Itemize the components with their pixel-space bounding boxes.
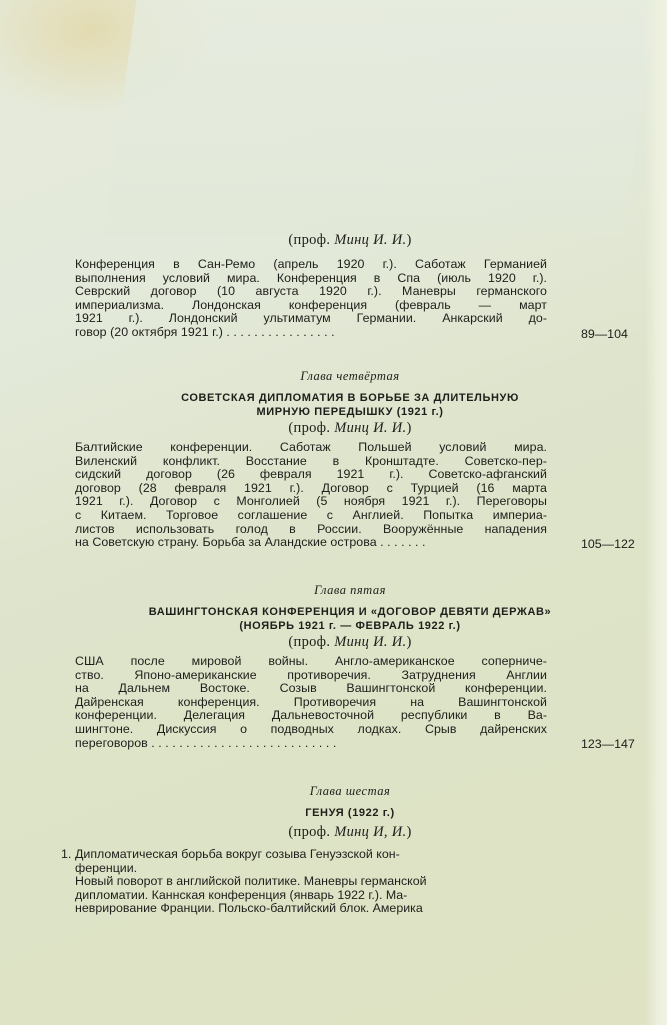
summary-line: Конференция в Сан-Ремо (апрель 1920 г.). Саботаж Германией (75, 257, 547, 271)
section-heading-line: ференции. (75, 860, 138, 875)
chapter-author (75, 634, 625, 651)
page-range: 123—147 (581, 737, 635, 751)
section-heading-text: Дипломатическая борьба вокруг созыва Генуэзской кон- (75, 847, 400, 861)
folded-paper-overlay (103, 0, 656, 235)
summary-line: Виленский конфликт. Восстание в Кронштадте. Советско-пер- (75, 453, 547, 468)
summary-line: переговоров . . . . . . . . . . . . . . . . . . . . . . . . . . . (75, 735, 337, 750)
author-suffix: ) (406, 420, 412, 436)
author-name: Минц И. И. (334, 420, 407, 436)
summary-line: шингтоне. Дискуссия о подводных лодках. Срыв дайренских (75, 721, 547, 736)
author-prefix: (проф. (288, 420, 331, 436)
chapter-summary (75, 441, 547, 550)
chapter-title-line: СОВЕТСКАЯ ДИПЛОМАТИЯ В БОРЬБЕ ЗА ДЛИТЕЛЬНУЮ (181, 392, 519, 404)
author-prefix: (проф. (288, 232, 331, 248)
chapter-summary (75, 655, 547, 750)
author-prefix: (проф. (288, 824, 331, 840)
page-range: 105—122 (581, 537, 635, 551)
chapter-title-line: (НОЯБРЬ 1921 г. — ФЕВРАЛЬ 1922 г.) (239, 620, 461, 632)
author-suffix: ) (406, 634, 412, 650)
summary-line: на Дальнем Востоке. Созыв Вашингтонской конференции. (75, 681, 547, 696)
chapter-summary (75, 258, 547, 340)
chapter-author (75, 420, 625, 437)
numbered-section (61, 848, 547, 916)
summary-line: сидский договор (26 февраля 1921 г.). Советско-афганский (75, 467, 547, 482)
chapter-label: Глава пятая (314, 583, 386, 597)
summary-line: договор (28 февраля 1921 г.). Договор с Турцией (16 марта (75, 480, 547, 495)
summary-line: Севрский договор (10 августа 1920 г.). Маневры германского (75, 284, 547, 299)
summary-line: 1921 г.). Договор с Монголией (5 ноября 1921 г.). Переговоры (75, 494, 547, 509)
chapter-title-line: ВАШИНГТОНСКАЯ КОНФЕРЕНЦИЯ И «ДОГОВОР ДЕВЯТИ ДЕРЖАВ» (148, 606, 552, 618)
summary-line: Балтийские конференции. Саботаж Польшей условий мира. (75, 440, 547, 454)
author-prefix: (проф. (288, 634, 331, 650)
summary-line: выполнения условий мира. Конференция в Спа (июль 1920 г.). (75, 270, 547, 285)
summary-line: империализма. Лондонская конференция (февраль — март (75, 297, 547, 312)
section-number: 1. (61, 847, 72, 861)
chapter-title (75, 806, 625, 820)
summary-line: дипломатии. Каннская конференция (январь 1922 г.). Ма- (75, 887, 408, 902)
summary-line: США после мировой войны. Англо-американское соперниче- (75, 654, 547, 668)
section-heading-line (61, 848, 547, 862)
chapter-title (75, 605, 625, 633)
author-name: Минц И. И. (334, 634, 407, 650)
summary-line: листов использовать голод в России. Вооружённые нападения (75, 521, 547, 536)
summary-line: Новый поворот в английской политике. Маневры германской (75, 874, 427, 889)
author-name: Минц И. И. (334, 232, 407, 248)
summary-line: с Китаем. Торговое соглашение с Англией. Попытка империа- (75, 507, 547, 522)
summary-line: говор (20 октября 1921 г.) . . . . . . . . . . . . . . . . (75, 324, 335, 339)
summary-line: 1921 г.). Лондонский ультиматум Германии. Анкарский до- (75, 311, 547, 326)
summary-line: неврирование Франции. Польско-балтийский блок. Америка (75, 901, 423, 916)
chapter-label: Глава четвёртая (300, 369, 400, 383)
summary-line: Дайренская конференция. Противоречия на Вашингтонской (75, 694, 547, 709)
page-edge (645, 0, 667, 1025)
chapter-author (75, 232, 625, 249)
chapter-title (75, 391, 625, 419)
summary-line: конференции. Делегация Дальневосточной республики в Ва- (75, 708, 547, 723)
author-suffix: ) (406, 824, 412, 840)
chapter-author (75, 824, 625, 841)
page-range: 89—104 (581, 327, 628, 341)
summary-line: ство. Японо-американские противоречия. Затруднения Англии (75, 667, 547, 682)
chapter-label: Глава шестая (309, 784, 391, 798)
chapter-title-line: ГЕНУЯ (1922 г.) (305, 807, 395, 819)
chapter-title-line: МИРНУЮ ПЕРЕДЫШКУ (1921 г.) (256, 406, 444, 418)
summary-line: на Советскую страну. Борьба за Аландские острова . . . . . . . (75, 535, 426, 550)
author-name: Минц И, И. (334, 824, 407, 840)
author-suffix: ) (406, 232, 412, 248)
